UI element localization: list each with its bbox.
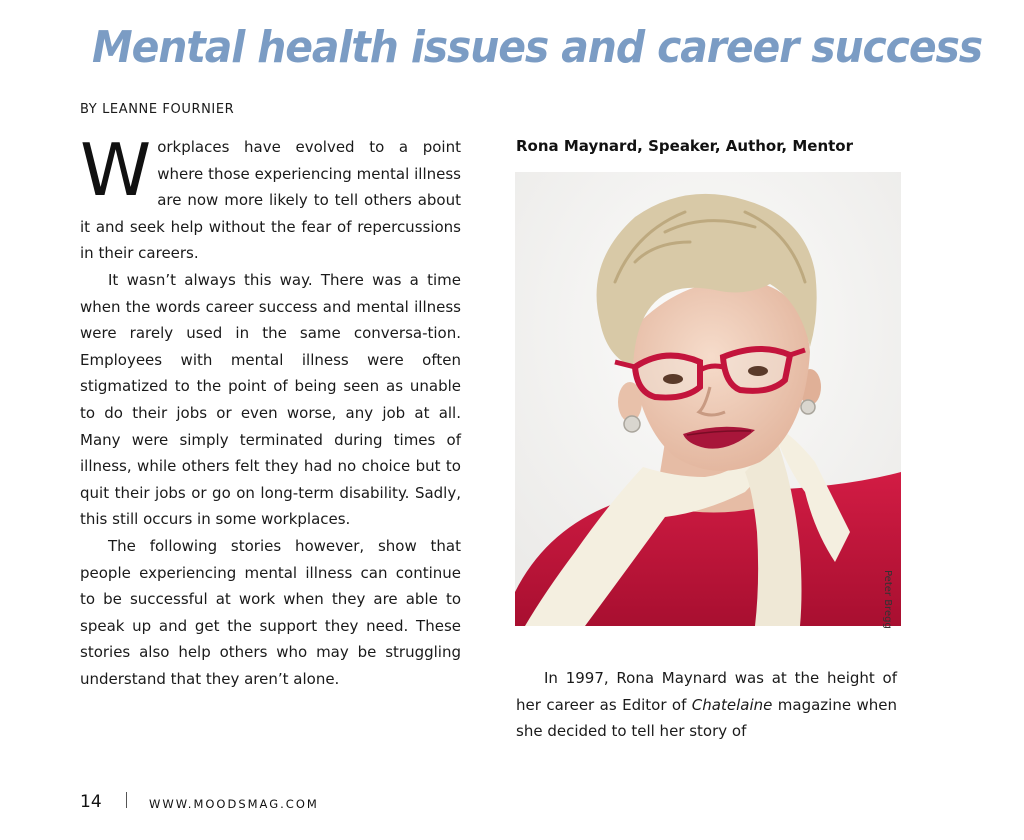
photo-credit: Peter Bregg xyxy=(882,570,893,629)
magazine-name: Chatelaine xyxy=(691,695,773,714)
portrait-photo xyxy=(515,172,901,626)
photo-caption: Rona Maynard, Speaker, Author, Mentor xyxy=(516,137,854,155)
footer-divider xyxy=(126,792,127,808)
right-paragraph xyxy=(516,665,897,745)
article-body-left-column xyxy=(80,128,461,692)
paragraph-1 xyxy=(80,128,461,267)
paragraph-3: The following stories however, show that people experiencing mental illness can continue to be successful at work when they are able to speak up and get the support they need. These stories also help others who may be struggling understand that they aren’t alone. xyxy=(80,536,461,688)
paragraph-1-text: orkplaces have evolved to a point where those experiencing mental illness are now more likely to tell others about it and seek help without the fear of repercussions in their careers. xyxy=(80,138,461,263)
byline: BY LEANNE FOURNIER xyxy=(80,102,235,117)
page-number: 14 xyxy=(80,792,102,812)
paragraph-2: It wasn’t always this way. There was a time when the words career success and mental illness were rarely used in the same conversa-tion. Employees with mental illness were often stigmatized to the point of being seen as unable to do their jobs or even worse, any job at all. Many were simply terminated during times of illness, while others felt they had no choice but to quit their jobs or go on long-term disability. Sadly, this still occurs in some workplaces. xyxy=(80,270,461,529)
article-title: Mental health issues and career success xyxy=(92,22,982,73)
footer-website: WWW.MOODSMAG.COM xyxy=(149,797,319,811)
article-body-right-column xyxy=(516,665,897,745)
drop-cap: W xyxy=(80,128,152,212)
right-paragraph-start: In 1997, Rona Maynard was at the height of her career as Editor of xyxy=(516,669,897,714)
portrait-illustration xyxy=(515,172,901,626)
right-paragraph-end: magazine when she decided to tell her story of xyxy=(516,695,898,741)
